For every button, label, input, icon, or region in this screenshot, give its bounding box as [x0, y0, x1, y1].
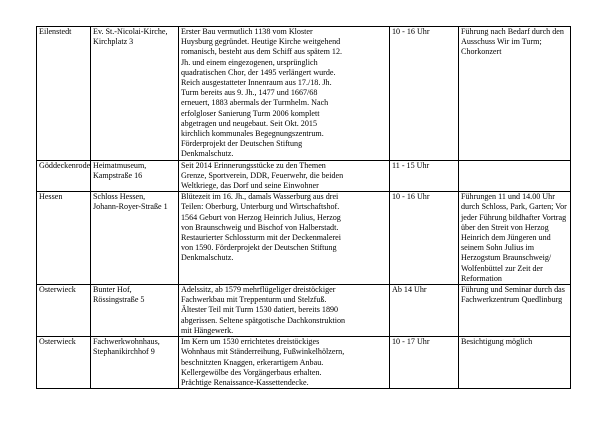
description-cell-line: Restaurierter Schlossturm mit der Deckenmalerei	[181, 233, 342, 243]
table-row	[37, 285, 571, 337]
description-cell-line: romanisch, besteht aus dem Schiff aus spätem 12.	[181, 47, 343, 57]
description-cell-line: erfolgloser Sanierung Turm 2006 komplett	[181, 108, 320, 118]
hours-cell-line: Ab 14 Uhr	[392, 285, 427, 295]
place-cell-text: Eilenstedt	[39, 27, 72, 36]
events-table-body	[37, 27, 571, 389]
description-cell-line: erneuert, 1883 abermals der Turmhelm. Nach	[181, 98, 329, 108]
site-cell-line: Stephanikirchhof 9	[93, 347, 155, 357]
description-cell-line: Grenze, Sportverein, DDR, Feuerwehr, die beiden	[181, 170, 344, 180]
hours-cell	[390, 27, 459, 161]
place-cell-text: Osterwieck	[39, 337, 76, 347]
description-cell-line: Im Kern um 1530 errichtetes dreistöckiges	[181, 337, 320, 347]
notes-cell-line: seinem Sohn Julius im	[461, 243, 535, 253]
description-cell-line: Teilen: Oberburg, Unterburg und Wirtschaftshof.	[181, 202, 340, 212]
description-cell-line: abgetragen und neugebaut. Seit Okt. 2015	[181, 118, 317, 128]
description-cell-line: Adelssitz, ab 1579 mehrflügeliger dreistöckiger	[181, 285, 336, 295]
description-cell-line: Erster Bau vermutlich 1138 vom Kloster	[181, 27, 313, 36]
notes-cell	[459, 27, 571, 161]
notes-cell-line: Herzogstum Braunschweig/	[461, 253, 552, 263]
site-cell-line: Fachwerkwohnhaus,	[93, 337, 160, 347]
place-cell	[37, 27, 91, 161]
description-cell	[179, 192, 390, 285]
notes-cell-line: Heinrich dem Jüngeren und	[461, 233, 551, 243]
hours-cell-line: 10 - 16 Uhr	[392, 27, 430, 36]
notes-cell	[459, 192, 571, 285]
description-cell-line: Denkmalschutz.	[181, 253, 234, 263]
notes-cell-line: über den Streit von Herzog	[461, 222, 549, 232]
description-cell-line: Denkmalschutz.	[181, 149, 234, 159]
notes-cell-line: Führung nach Bedarf durch den	[461, 27, 564, 36]
notes-cell-line: Ausschuss Wir im Turm;	[461, 37, 542, 47]
site-cell-line: Kampstraße 16	[93, 170, 143, 180]
description-cell-line: Reich ausgestatteter Innenraum aus 17./18. Jh.	[181, 78, 332, 88]
place-cell	[37, 192, 91, 285]
hours-cell	[390, 160, 459, 192]
notes-cell-line: durch Schloss, Park, Garten; Vor	[461, 202, 567, 212]
description-cell-line: quadratischen Chor, der 1495 verlängert wurde.	[181, 67, 336, 77]
place-cell-text: Osterwieck	[39, 285, 76, 295]
hours-cell	[390, 337, 459, 389]
hours-cell-line: 10 - 16 Uhr	[392, 192, 430, 202]
events-table	[36, 26, 571, 389]
description-cell-line: Ältester Teil mit Turm 1530 datiert, bereits 1890	[181, 305, 339, 315]
notes-cell	[459, 285, 571, 337]
hours-cell-line: 11 - 15 Uhr	[392, 160, 430, 170]
site-cell	[91, 160, 179, 192]
description-cell-line: Huysburg gegründet. Heutige Kirche weitgehend	[181, 37, 341, 47]
notes-cell-line: Chorkonzert	[461, 47, 502, 57]
table-row	[37, 27, 571, 161]
description-cell-line: Prächtige Renaissance-Kassettendecke.	[181, 377, 309, 387]
notes-cell-line: Fachwerkzentrum Quedlinburg	[461, 295, 563, 305]
description-cell-line: Weltkriege, das Dorf und seine Einwohner	[181, 181, 319, 191]
notes-cell	[459, 337, 571, 389]
site-cell-line: Johann-Royer-Straße 1	[93, 202, 168, 212]
description-cell-line: Förderprojekt der Deutschen Stiftung	[181, 139, 303, 149]
place-cell	[37, 285, 91, 337]
description-cell-line: 1564 Geburt von Herzog Heinrich Julius, Herzog	[181, 212, 341, 222]
description-cell-line: kirchlich kommunales Begegnungszentrum.	[181, 129, 324, 139]
site-cell-line: Rössingstraße 5	[93, 295, 145, 305]
description-cell-line: Turm bereits aus 9. Jh., 1477 und 1667/68	[181, 88, 318, 98]
place-cell	[37, 337, 91, 389]
place-cell	[37, 160, 91, 192]
notes-cell-line: Besichtigung möglich	[461, 337, 533, 347]
description-cell-line: Seit 2014 Erinnerungsstücke zu den Themen	[181, 160, 326, 170]
description-cell-line: abgerissen. Seltene spätgotische Dachkonstruktion	[181, 315, 346, 325]
description-cell-line: von Braunschweig und Bischof von Halberstadt.	[181, 222, 339, 232]
description-cell-line: Jh. und einem eingezogenen, ursprünglich	[181, 57, 318, 67]
description-cell-line: von 1590. Förderprojekt der Deutschen Stiftung	[181, 243, 337, 253]
site-cell-line: Bunter Hof,	[93, 285, 132, 295]
site-cell-line: Kirchplatz 3	[93, 37, 134, 47]
description-cell-line: Blütezeit im 16. Jh., damals Wasserburg aus drei	[181, 192, 339, 202]
description-cell-line: beschnitzten Knaggen, erkerartigem Anbau.	[181, 357, 324, 367]
notes-cell-line: Führung und Seminar durch das	[461, 285, 565, 295]
site-cell	[91, 337, 179, 389]
description-cell-line: Wohnhaus mit Ständerreihung, Fußwinkelhölzern,	[181, 347, 345, 357]
place-cell-text: Hessen	[39, 192, 63, 202]
site-cell-line: Schloss Hessen,	[93, 192, 146, 202]
site-cell	[91, 285, 179, 337]
notes-cell-line: Reformation	[461, 273, 502, 283]
description-cell-line: Fachwerkbau mit Treppenturm und Stelzfuß.	[181, 295, 327, 305]
table-row	[37, 192, 571, 285]
description-cell-line: mit Hängewerk.	[181, 325, 234, 335]
table-row	[37, 337, 571, 389]
notes-cell-line: Führungen 11 und 14.00 Uhr	[461, 192, 555, 202]
site-cell-line: Heimatmuseum,	[93, 160, 147, 170]
hours-cell	[390, 192, 459, 285]
description-cell	[179, 337, 390, 389]
notes-cell-line: Wolfenbüttel zur Zeit der	[461, 263, 543, 273]
place-cell-text: Göddeckenrode	[39, 160, 91, 170]
site-cell	[91, 27, 179, 161]
notes-cell	[459, 160, 571, 192]
site-cell	[91, 192, 179, 285]
description-cell	[179, 285, 390, 337]
hours-cell	[390, 285, 459, 337]
notes-cell-line: jeder Führung bildhafter Vortrag	[461, 212, 567, 222]
description-cell	[179, 160, 390, 192]
site-cell-line: Ev. St.-Nicolai-Kirche,	[93, 27, 168, 36]
description-cell-line: Kellergewölbe des Vorgängerbaus erhalten.	[181, 367, 322, 377]
hours-cell-line: 10 - 17 Uhr	[392, 337, 430, 347]
description-cell	[179, 27, 390, 161]
table-row	[37, 160, 571, 192]
